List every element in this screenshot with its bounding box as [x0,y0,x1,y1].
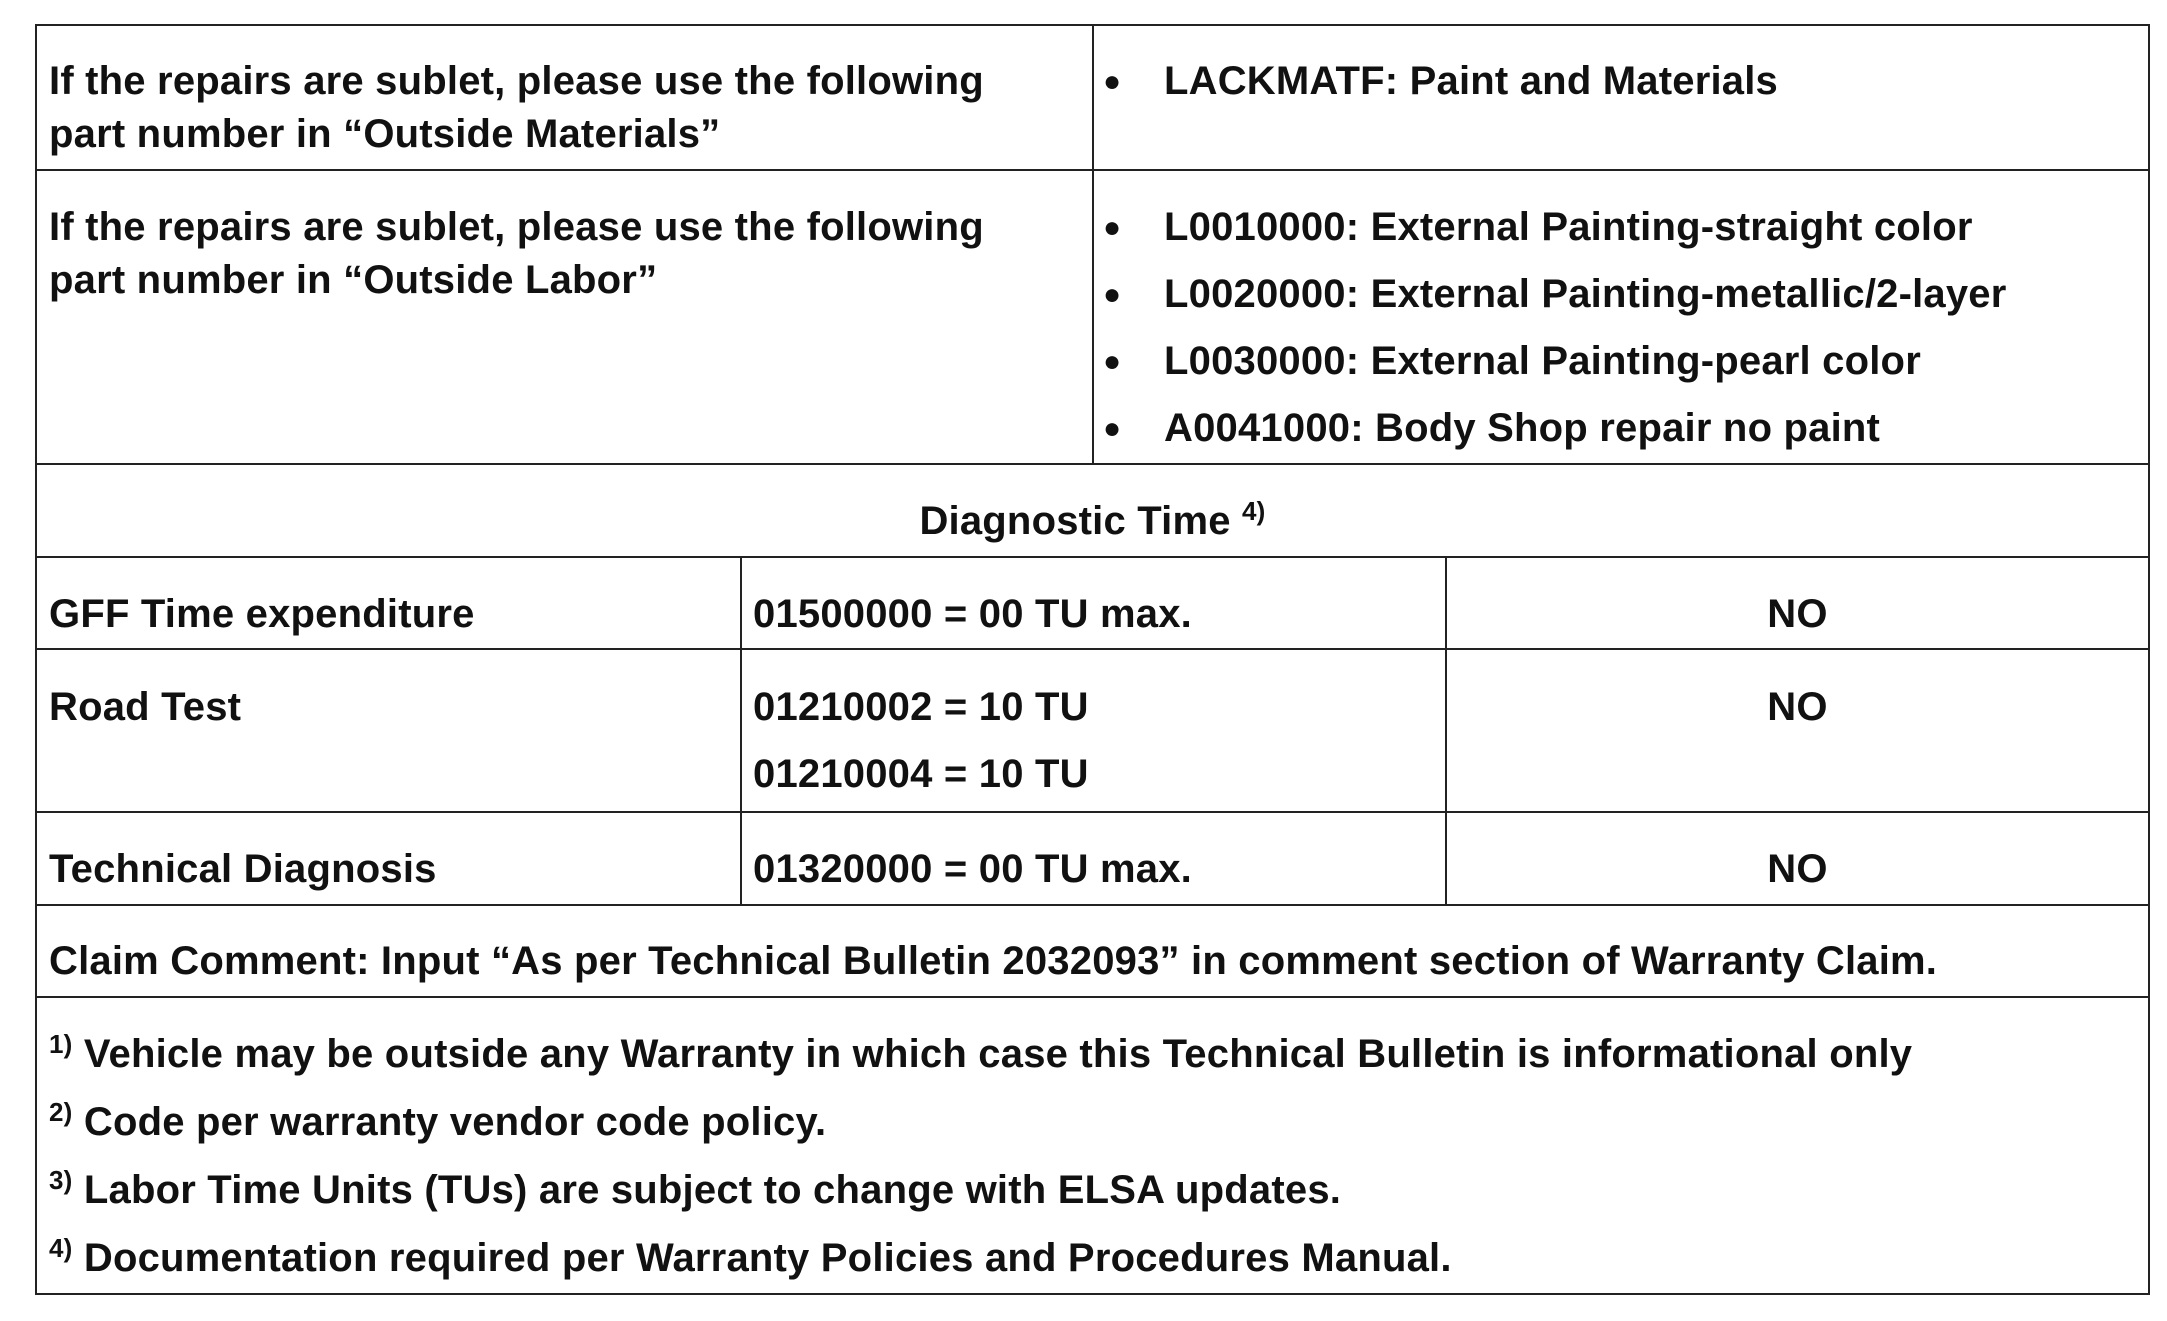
claim-comment: Claim Comment: Input “As per Technical Bulletin 2032093” in comment section of Warranty Claim. [49,939,1938,983]
diagnostic-label: Technical Diagnosis [49,847,437,891]
diagnostic-label: Road Test [49,685,242,729]
outside-labor-label-line2: part number in “Outside Labor” [49,258,658,302]
column-divider [1092,24,1094,464]
footnote-ref: 4) [1242,496,1266,526]
outside-labor-item: L0010000: External Painting-straight color [1164,205,1973,249]
outside-materials-item: LACKMATF: Paint and Materials [1164,59,1778,103]
outside-labor-item: L0030000: External Painting-pearl color [1164,339,1921,383]
outside-materials-label-line1: If the repairs are sublet, please use the following [49,59,984,103]
bullet-icon: ● [1103,65,1122,98]
outside-labor-label-line1: If the repairs are sublet, please use the following [49,205,984,249]
bullet-icon: ● [1103,345,1122,378]
diagnostic-time-heading [35,495,2150,548]
footnote [49,1028,1912,1081]
footnote-text: Labor Time Units (TUs) are subject to change with ELSA updates. [83,1168,1342,1212]
row-divider [35,904,2150,906]
row-divider [35,648,2150,650]
footnote-mark: 1) [49,1029,73,1059]
bullet-icon: ● [1103,211,1122,244]
outside-labor-item: A0041000: Body Shop repair no paint [1164,406,1881,450]
outside-materials-label-line2: part number in “Outside Materials” [49,112,721,156]
row-divider [35,556,2150,558]
footnote-text: Documentation required per Warranty Policies and Procedures Manual. [83,1236,1452,1280]
bullet-icon: ● [1103,412,1122,445]
footnote-mark: 2) [49,1097,73,1127]
diagnostic-value: NO [1767,592,1828,636]
diagnostic-code: 01210002 = 10 TU [753,685,1089,729]
bullet-icon: ● [1103,278,1122,311]
footnote [49,1096,826,1149]
diagnostic-value: NO [1767,685,1828,729]
diagnostic-code: 01500000 = 00 TU max. [753,592,1192,636]
diagnostic-label: GFF Time expenditure [49,592,475,636]
column-divider [740,556,742,905]
footnote-text: Code per warranty vendor code policy. [83,1100,827,1144]
footnote-mark: 3) [49,1165,73,1195]
footnote-mark: 4) [49,1233,73,1263]
footnote [49,1164,1341,1217]
diagnostic-code: 01210004 = 10 TU [753,752,1089,796]
diagnostic-code: 01320000 = 00 TU max. [753,847,1192,891]
footnote-text: Vehicle may be outside any Warranty in which case this Technical Bulletin is informational only [83,1032,1913,1076]
footnote [49,1232,1452,1285]
diagnostic-heading-text: Diagnostic Time [919,499,1231,543]
row-divider [35,996,2150,998]
diagnostic-value: NO [1767,847,1828,891]
outside-labor-item: L0020000: External Painting-metallic/2-layer [1164,272,2007,316]
row-divider [35,811,2150,813]
